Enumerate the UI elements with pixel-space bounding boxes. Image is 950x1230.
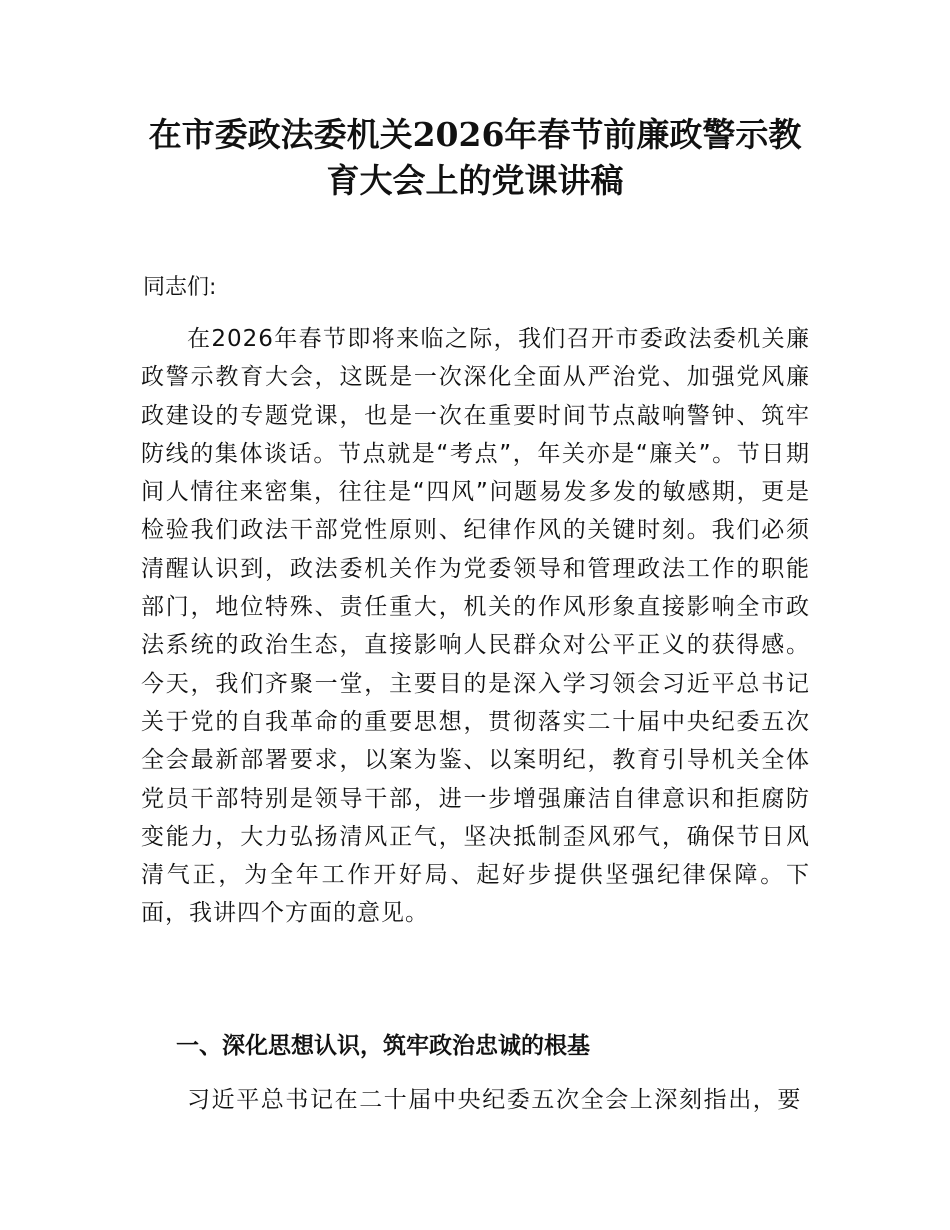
section-paragraph: 习近平总书记在二十届中央纪委五次全会上深刻指出，要 (187, 1087, 802, 1113)
salutation: 同志们: (143, 275, 217, 300)
intro-paragraph: 在2026年春节即将来临之际，我们召开市委政法委机关廉政警示教育大会，这既是一次深化全面从严治党、加强党风廉政建设的专题党课，也是一次在重要时间节点敲响警钟、筑牢防线的集体谈话。节点就是“考点”，年关亦是“廉关”。节日期间人情往来密集，往往是“四风”问题易发多发的敏感期，更是检验我们政法干部党性原则、纪律作风的关键时刻。我们必须清醒认识到，政法委机关作为党委领导和管理政法工作的职能部门，地位特殊、责任重大，机关的作风形象直接影响全市政法系统的政治生态，直接影响人民群众对公平正义的获得感。今天，我们齐聚一堂，主要目的是深入学习领会习近平总书记关于党的自我革命的重要思想，贯彻落实二十届中央纪委五次全会最新部署要求，以案为鉴、以案明纪，教育引导机关全体党员干部特别是领导干部，进一步增强廉洁自律意识和拒腐防变能力，大力弘扬清风正气，坚决抵制歪风邪气，确保节日风清气正，为全年工作开好局、起好步提供坚强纪律保障。下面，我讲四个方面的意见。 (141, 326, 810, 927)
document-title: 在市委政法委机关2026年春节前廉政警示教育大会上的党课讲稿 (148, 115, 802, 200)
section-heading: 一、深化思想认识，筑牢政治忠诚的根基 (176, 1033, 590, 1059)
